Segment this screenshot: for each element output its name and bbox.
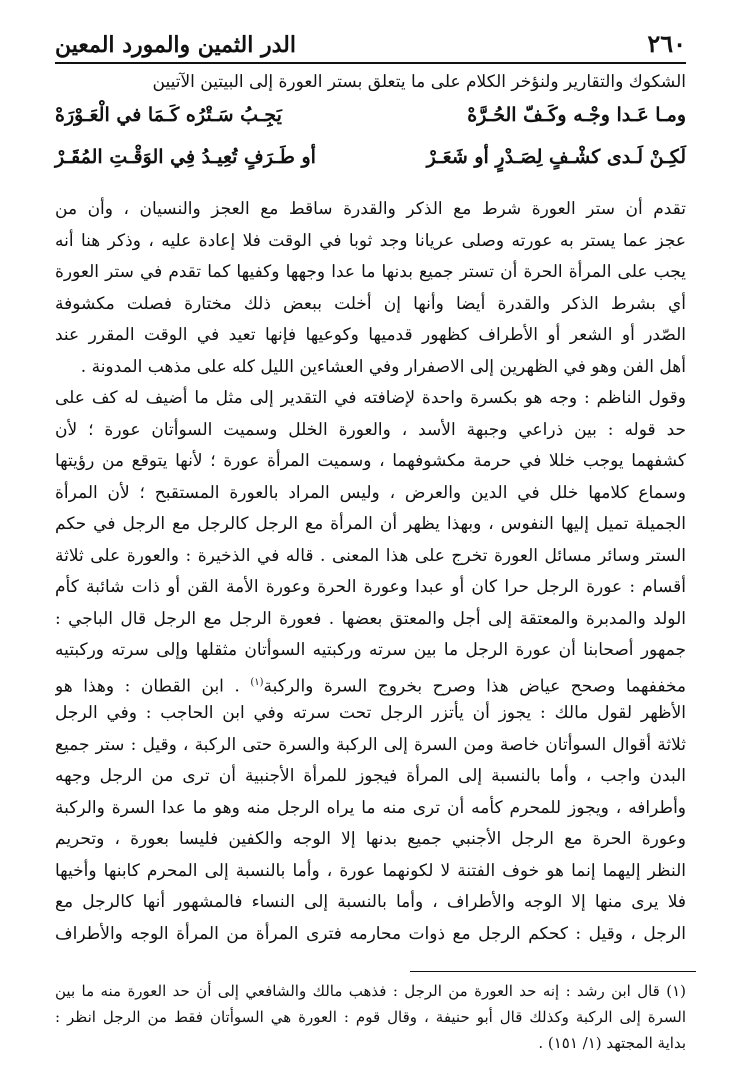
- text-line: البدن واجب ، وأما بالنسبة إلى المرأة فيجوز للمرأة الأجنبية أن ترى من الرجل وجهه: [55, 766, 686, 786]
- text-line: وقول الناظم : وجه هو بكسرة واحدة لإضافته في التقدير إلى مثل ما أضيف له كف على: [55, 388, 686, 408]
- verse-1-second-hemistich: يَجِـبُ سَـتْرُه كَـمَا في الْعَـوْرَهْ: [55, 104, 282, 126]
- text-line: ثلاثة أقوال السوأتان خاصة ومن السرة إلى الركبة والسرة حتى الركبة ، وقيل : ستر جميع: [55, 734, 686, 755]
- text-line: أهل الفن وهو في الظهرين إلى الاصفرار وفي العشاءين الليل كله على مذهب المدونة .: [80, 356, 686, 377]
- text-segment: . ابن القطان : وهذا هو: [55, 676, 240, 697]
- text-line: أقسام : عورة الرجل حرا كان أو عبدا وعورة الحرة وعورة الأمة القن أو ذات شائبة كأم: [55, 577, 686, 597]
- text-line: كشفهما يوجب خللا في حرمة مكشوفهما ، وسميت المرأة عورة ؛ لأنها يتوقع من رؤيتها: [55, 451, 686, 471]
- text-line: الستر وسائر مسائل العورة تخرج على هذا المعنى . قاله في الذخيرة : والعورة على ثلاثة: [55, 545, 686, 566]
- text-line: وسماع كلامها خلل في الدين والعرض ، وليس المراد بالعورة المستقبح ؛ لأن المرأة: [55, 482, 686, 503]
- text-line: الرجل ، وقيل : كحكم الرجل مع ذوات محارمه فترى المرأة من المرأة الوجه والأطراف: [55, 923, 686, 944]
- text-line: الأظهر لقول مالك : يجوز أن يأتزر الرجل تحت سرته وفي ابن الحاجب : وفي الرجل: [55, 703, 686, 723]
- footnote-line: بداية المجتهد (١/ ١٥١) .: [538, 1034, 686, 1052]
- text-line: الصّدر أو الشعر أو الأطراف كظهور قدميها وكوعيها فإنها تعيد في الوقت المقرر عند: [55, 325, 686, 345]
- verse-1-first-hemistich: ومـا عَـدا وجْـه وكَـفّ الحُـرَّهْ: [467, 104, 686, 126]
- verse-2-first-hemistich: لَكِـنْ لَـدى كشْـفٍ لِصَـدْرٍ أو شَعَـرْ: [426, 146, 686, 168]
- verse-1: [55, 104, 686, 144]
- text-line: أي بشرط الذكر والقدرة أيضا وأنها إن أخلت ببعض ذلك مختارة فصلت مكشوفة: [55, 293, 686, 314]
- footnote-line: السرة إلى الركبة وكذلك قال أبو حنيفة ، وقال قوم : العورة هي السوأتان فقط من الرجل انظر :: [55, 1008, 686, 1026]
- footnote-separator: [410, 971, 696, 972]
- text-line: حد قوله : بين ذراعي وجبهة الأسد ، والعورة الخلل وسميت السوأتان عورة ؛ لأن: [55, 419, 686, 440]
- footnote: [55, 978, 686, 1056]
- page-header: [55, 30, 686, 64]
- text-line: الولد والمدبرة والمعتقة إلى أجل والمعتق بعضها . فعورة الرجل مع الرجل قال الباجي :: [55, 608, 686, 629]
- text-line: فلا يرى منها إلا الوجه والأطراف ، وأما بالنسبة إلى النساء فالمشهور أنها كالرجل مع: [55, 892, 686, 912]
- text-line: يجب على المرأة الحرة أن تستر جميع بدنها ما عدا وجهها وكفيها كما تقدم في ستر العورة: [55, 262, 686, 282]
- text-segment: مخففهما وصحح عياض هذا وصرح بخروج السرة والركبة: [263, 676, 686, 697]
- text-line: وأطرافه ، ويجوز للمحرم كأمه أن ترى منه ما يراه الرجل منه وهو ما عدا السرة والركبة: [55, 797, 686, 818]
- running-title: الدر الثمين والمورد المعين: [55, 32, 297, 58]
- text-line: جمهور أصحابنا أن عورة الرجل ما بين سرته وركبتيه السوأتان مثقلها وإلى سرته وركبتيه: [55, 640, 686, 660]
- text-line-with-footnote: [55, 667, 686, 699]
- text-line: وعورة الحرة مع الرجل الأجنبي جميع بدنها إلا الوجه والكفين فليسا بعورة ، وتحريم: [55, 829, 686, 849]
- text-line: عجز عما يستر به عورته وصلى عريانا وجد ثوبا في الوقت فلا إعادة عليه ، وذكر هنا أنه: [55, 230, 686, 251]
- verse-2: [55, 146, 686, 186]
- footnote-line: (١) قال ابن رشد : إنه حد العورة من الرجل : فذهب مالك والشافعي إلى أن حد العورة منه ما بين: [55, 982, 686, 1000]
- text-line: النظر إليهما إنما هو خوف الفتنة لا لكونهما عورة ، وأما بالنسبة إلى المحرم كابنها وأخيها: [55, 860, 686, 881]
- intro-line: الشكوك والتقارير ولنؤخر الكلام على ما يتعلق بستر العورة إلى البيتين الآتيين: [152, 72, 686, 92]
- main-text: [55, 194, 686, 950]
- text-line: تقدم أن ستر العورة شرط مع الذكر والقدرة ساقط مع العجز والنسيان ، وأن من: [55, 199, 686, 219]
- text-line: الجميلة تميل إليها النفوس ، وبهذا يظهر أن المرأة مع الرجل كالرجل مع الرجل في حكم: [55, 514, 686, 534]
- verse-2-second-hemistich: أو طَـرَفٍ تُعِيـدُ فِي الوَقْـتِ المُقَـرْ: [55, 146, 316, 168]
- footnote-marker[interactable]: (١): [250, 676, 264, 688]
- page-number: ٢٦٠: [647, 29, 686, 58]
